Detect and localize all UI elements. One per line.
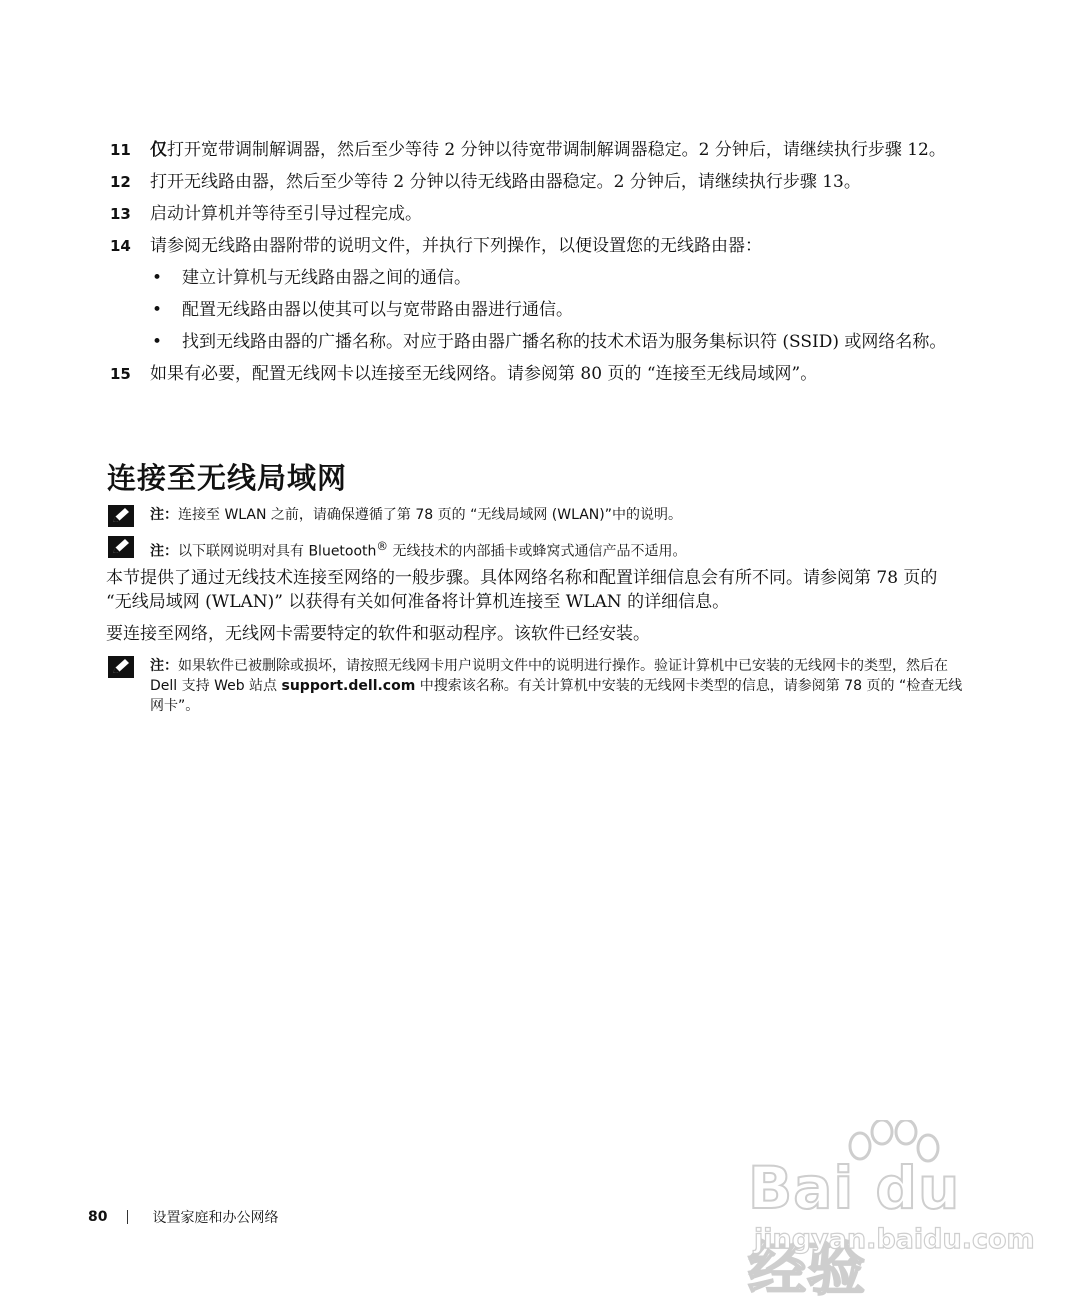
note-wlan [108, 505, 968, 527]
note-text: 中搜索该名称。有关计算机中安装的无线网卡类型的信息，请参阅第 78 页的 “检查无线网卡”。 [150, 678, 963, 714]
bullet-text: 找到无线路由器的广播名称。对应于路由器广播名称的技术术语为服务集标识符 (SSID) 或网络名称。 [182, 332, 947, 352]
pencil-note-icon [108, 656, 134, 678]
watermark-url: jingyan.baidu.com [754, 1224, 1035, 1255]
note-text: 以下联网说明对具有 Bluetooth [178, 543, 377, 560]
note-body [150, 536, 968, 562]
note-software [108, 656, 968, 716]
bullet-text: 建立计算机与无线路由器之间的通信。 [182, 268, 471, 288]
list-item [150, 266, 968, 290]
bullet-text: 配置无线路由器以使其可以与宽带路由器进行通信。 [182, 300, 573, 320]
step-11 [108, 138, 968, 162]
step-text: 打开宽带调制解调器，然后至少等待 2 分钟以待宽带调制解调器稳定。2 分钟后，请继续执行步骤 12。 [167, 140, 946, 160]
step-number: 13 [110, 205, 131, 223]
note-text: 如果软件已被删除或损坏，请按照无线网卡用户说明文件中的说明进行操作。验证计算机中已安装的无线网卡的类型，然后在 Dell 支持 Web 站点 [150, 658, 948, 694]
step-number: 15 [110, 365, 131, 383]
support-link[interactable]: support.dell.com [281, 678, 416, 694]
paragraph-software: 要连接至网络，无线网卡需要特定的软件和驱动程序。该软件已经安装。 [106, 624, 650, 644]
list-item [150, 330, 968, 354]
note-text: 连接至 WLAN 之前，请确保遵循了第 78 页的 “无线局域网 (WLAN)”中的说明。 [178, 507, 682, 523]
step-number: 12 [110, 173, 131, 191]
page-number: 80 [88, 1209, 108, 1225]
step-14 [108, 234, 968, 258]
paragraph-overview: 本节提供了通过无线技术连接至网络的一般步骤。具体网络名称和配置详细信息会有所不同。请参阅第 78 页的 “无线局域网 (WLAN)” 以获得有关如何准备将计算机连接至 WLAN 的详细信息。 [106, 568, 938, 612]
bullet-icon: • [152, 268, 163, 288]
step-15 [108, 362, 968, 386]
step-text: 如果有必要，配置无线网卡以连接至无线网络。请参阅第 80 页的 “连接至无线局域网”。 [150, 364, 818, 384]
step-14-bullet-list [108, 266, 968, 354]
step-number: 11 [110, 141, 131, 159]
step-text: 请参阅无线路由器附带的说明文件，并执行下列操作，以便设置您的无线路由器： [150, 236, 762, 256]
registered-mark: ® [376, 539, 389, 553]
list-item [150, 298, 968, 322]
note-label: 注： [150, 658, 178, 674]
note-label: 注： [150, 543, 178, 560]
note-body [150, 505, 968, 527]
section-title: 连接至无线局域网 [107, 461, 348, 495]
step-12 [108, 170, 968, 194]
note-bluetooth [108, 536, 968, 562]
note-text: 无线技术的内部插卡或蜂窝式通信产品不适用。 [388, 543, 687, 560]
watermark [748, 1120, 1035, 1303]
bullet-icon: • [152, 332, 163, 352]
bullet-icon: • [152, 300, 163, 320]
step-text: 启动计算机并等待至引导过程完成。 [150, 204, 422, 224]
step-prefix: 仅 [150, 140, 167, 160]
page-footer [88, 1207, 278, 1227]
step-13 [108, 202, 968, 226]
chapter-title: 设置家庭和办公网络 [152, 1210, 279, 1226]
watermark-brand: Bai du 经验 [748, 1154, 961, 1303]
pencil-note-icon [108, 505, 134, 527]
note-label: 注： [150, 507, 178, 523]
footer-divider [127, 1210, 128, 1224]
step-text: 打开无线路由器，然后至少等待 2 分钟以待无线路由器稳定。2 分钟后，请继续执行步骤 13。 [150, 172, 861, 192]
step-number: 14 [110, 237, 131, 255]
pencil-note-icon [108, 536, 134, 558]
note-body [150, 656, 968, 716]
step-list [108, 138, 968, 394]
